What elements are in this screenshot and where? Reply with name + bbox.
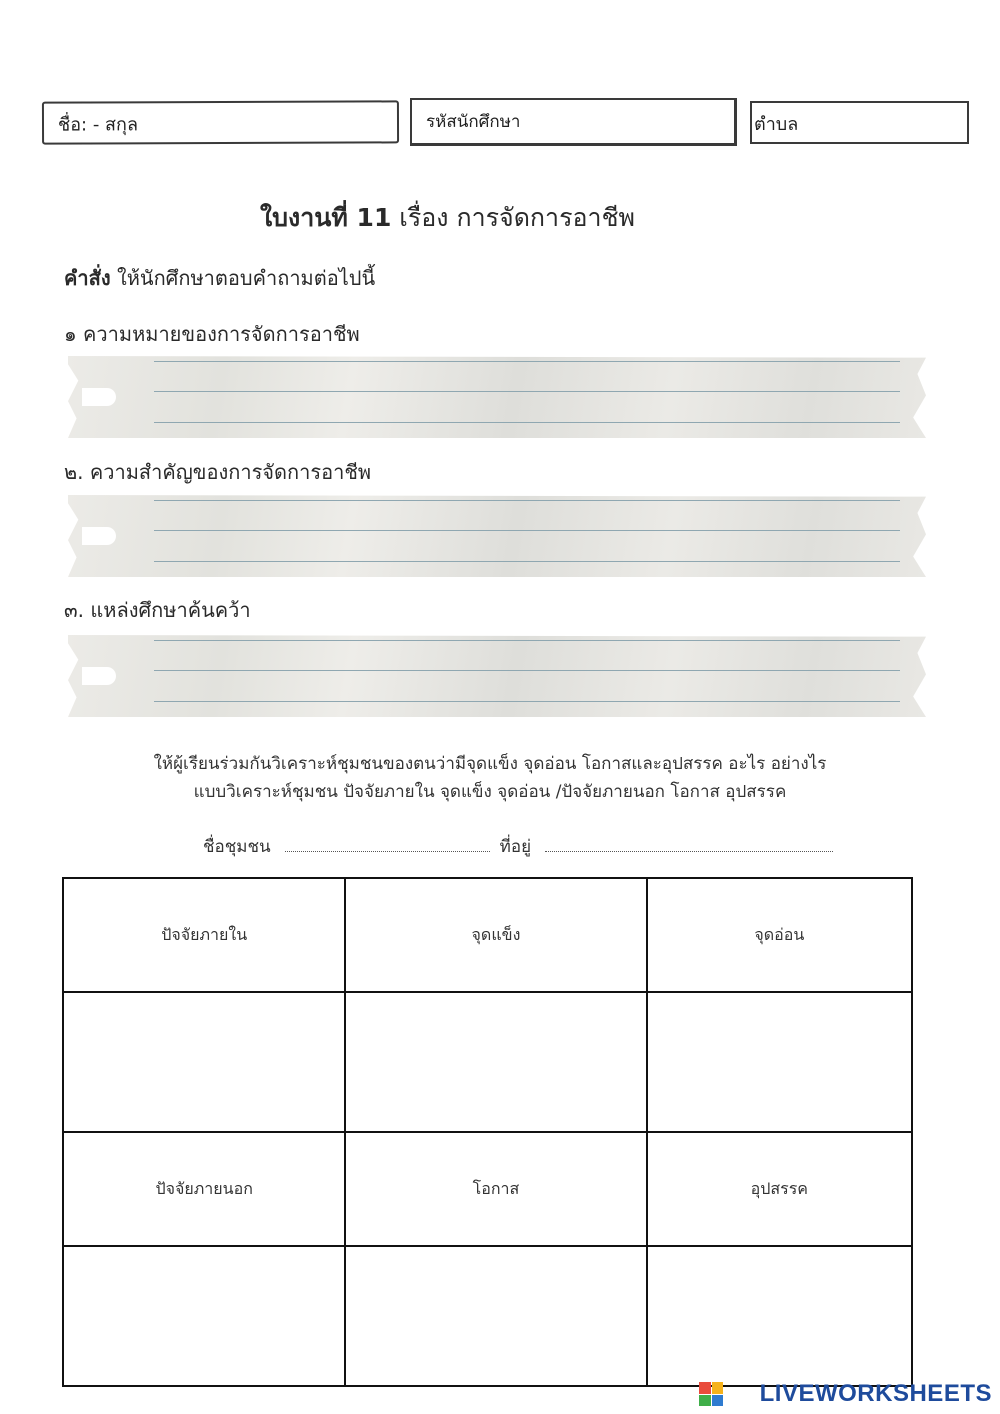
answer-line xyxy=(154,561,900,562)
table-row xyxy=(63,992,912,1132)
strengths-cell[interactable] xyxy=(345,992,646,1132)
paper-hole xyxy=(82,388,116,406)
weaknesses-header: จุดอ่อน xyxy=(647,878,912,992)
weaknesses-cell[interactable] xyxy=(647,992,912,1132)
swot-table xyxy=(62,877,913,1387)
question-1: ๑ ความหมายของการจัดการอาชีพ xyxy=(64,322,360,346)
threats-cell[interactable] xyxy=(647,1246,912,1386)
address-label: ที่อยู่ xyxy=(499,837,532,857)
analysis-subtitle: แบบวิเคราะห์ชุมชน ปัจจัยภายใน จุดแข็ง จุดอ่อน /ปัจจัยภายนอก โอกาส อุปสรรค xyxy=(193,782,787,802)
worksheet-topic: เรื่อง การจัดการอาชีพ xyxy=(399,203,636,232)
worksheet-title xyxy=(0,198,895,238)
answer-area-1[interactable] xyxy=(68,356,926,438)
paper-hole xyxy=(82,527,116,545)
internal-factors-cell[interactable] xyxy=(63,992,345,1132)
student-id-field[interactable]: รหัสนักศึกษา xyxy=(410,98,737,146)
opportunities-cell[interactable] xyxy=(345,1246,646,1386)
table-row xyxy=(63,1132,912,1246)
external-factors-header: ปัจจัยภายนอก xyxy=(63,1132,345,1246)
table-row xyxy=(63,1246,912,1386)
logo-square xyxy=(699,1382,711,1394)
internal-factors-header: ปัจจัยภายใน xyxy=(63,878,345,992)
threats-header: อุปสรรค xyxy=(647,1132,912,1246)
paper-hole xyxy=(82,667,116,685)
answer-line xyxy=(154,670,900,671)
question-2: ๒. ความสำคัญของการจัดการอาชีพ xyxy=(64,460,372,484)
logo-square xyxy=(699,1395,711,1407)
answer-line xyxy=(154,500,900,501)
community-name-input[interactable] xyxy=(285,837,490,852)
question-3: ๓. แหล่งศึกษาค้นคว้า xyxy=(64,598,251,622)
answer-area-3[interactable] xyxy=(68,635,926,717)
community-info xyxy=(203,833,833,860)
logo-square xyxy=(712,1395,724,1407)
answer-area-2[interactable] xyxy=(68,495,926,577)
strengths-header: จุดแข็ง xyxy=(345,878,646,992)
liveworksheets-logo-icon xyxy=(699,1382,723,1406)
brand-watermark: LIVEWORKSHEETS xyxy=(759,1380,992,1407)
analysis-instruction: ให้ผู้เรียนร่วมกันวิเคราะห์ชุมชนของตนว่ามีจุดแข็ง จุดอ่อน โอกาสและอุปสรรค อะไร อย่างไร xyxy=(153,754,827,774)
instruction-text: ให้นักศึกษาตอบคำถามต่อไปนี้ xyxy=(116,266,376,290)
answer-line xyxy=(154,701,900,702)
answer-line xyxy=(154,391,900,392)
answer-line xyxy=(154,422,900,423)
instruction-label: คำสั่ง xyxy=(64,266,111,290)
logo-square xyxy=(712,1382,724,1394)
community-name-label: ชื่อชุมชน xyxy=(203,837,271,857)
external-factors-cell[interactable] xyxy=(63,1246,345,1386)
answer-line xyxy=(154,640,900,641)
subdistrict-field[interactable]: ตำบล xyxy=(750,101,969,144)
answer-line xyxy=(154,361,900,362)
answer-line xyxy=(154,530,900,531)
worksheet-number: ใบงานที่ 11 xyxy=(259,203,392,232)
opportunities-header: โอกาส xyxy=(345,1132,646,1246)
instruction xyxy=(64,262,375,294)
name-field[interactable]: ชื่อ: - สกุล xyxy=(42,100,399,144)
address-input[interactable] xyxy=(545,837,833,852)
table-row xyxy=(63,878,912,992)
